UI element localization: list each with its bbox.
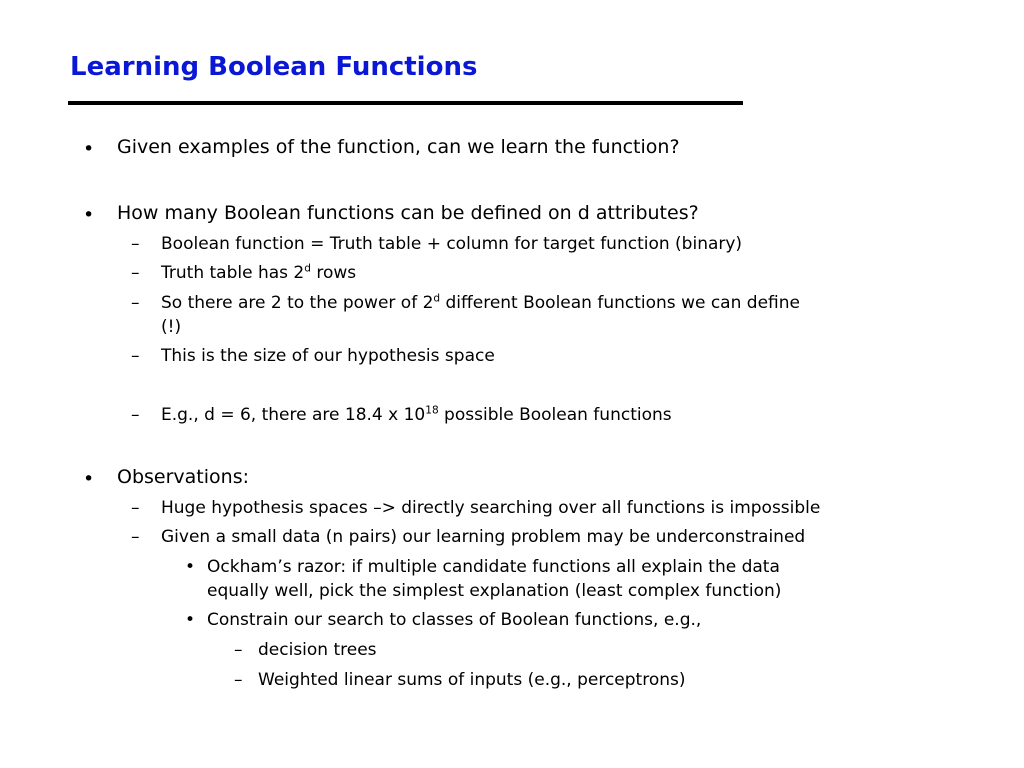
bullet-marker: • bbox=[83, 468, 95, 490]
subsub-ockhams-razor-continuation: equally well, pick the simplest explanation (least complex function) bbox=[207, 581, 782, 601]
dash-marker: – bbox=[234, 670, 243, 690]
bullet-how-many-functions: How many Boolean functions can be defined on d attributes? bbox=[117, 202, 699, 224]
item-weighted-linear-sums: Weighted linear sums of inputs (e.g., perceptrons) bbox=[258, 670, 686, 690]
bullet-marker: • bbox=[185, 610, 196, 630]
sub-power-of-two-continuation: (!) bbox=[161, 317, 182, 337]
bullet-marker: • bbox=[83, 138, 95, 160]
dash-marker: – bbox=[131, 263, 140, 283]
sub-truth-table-rows: Truth table has 2$^d$ rows bbox=[161, 262, 357, 283]
dash-marker: – bbox=[131, 405, 140, 425]
sub-truth-table-column: Boolean function = Truth table + column for target function (binary) bbox=[161, 234, 743, 254]
dash-marker: – bbox=[131, 346, 140, 366]
sub-huge-hypothesis-spaces: Huge hypothesis spaces –> directly searching over all functions is impossible bbox=[161, 498, 821, 518]
item-decision-trees: decision trees bbox=[258, 640, 377, 660]
dash-marker: – bbox=[131, 498, 140, 518]
title-underline bbox=[68, 101, 743, 105]
slide-title: Learning Boolean Functions bbox=[70, 52, 478, 82]
sub-small-data: Given a small data (n pairs) our learning problem may be underconstrained bbox=[161, 527, 806, 547]
sub-example-d6: E.g., d = 6, there are 18.4 x $10^{18}$ possible Boolean functions bbox=[161, 404, 672, 425]
sub-hypothesis-space-size: This is the size of our hypothesis space bbox=[161, 346, 495, 366]
dash-marker: – bbox=[131, 234, 140, 254]
subsub-ockhams-razor: Ockham’s razor: if multiple candidate functions all explain the data bbox=[207, 557, 780, 577]
dash-marker: – bbox=[131, 527, 140, 547]
bullet-marker: • bbox=[83, 204, 95, 226]
subsub-constrain-search: Constrain our search to classes of Boolean functions, e.g., bbox=[207, 610, 702, 630]
bullet-marker: • bbox=[185, 557, 196, 577]
bullet-observations: Observations: bbox=[117, 466, 249, 488]
dash-marker: – bbox=[131, 293, 140, 313]
sub-power-of-two: So there are 2 to the power of 2$^d$ different Boolean functions we can define bbox=[161, 292, 800, 313]
bullet-given-examples: Given examples of the function, can we learn the function? bbox=[117, 136, 680, 158]
dash-marker: – bbox=[234, 640, 243, 660]
